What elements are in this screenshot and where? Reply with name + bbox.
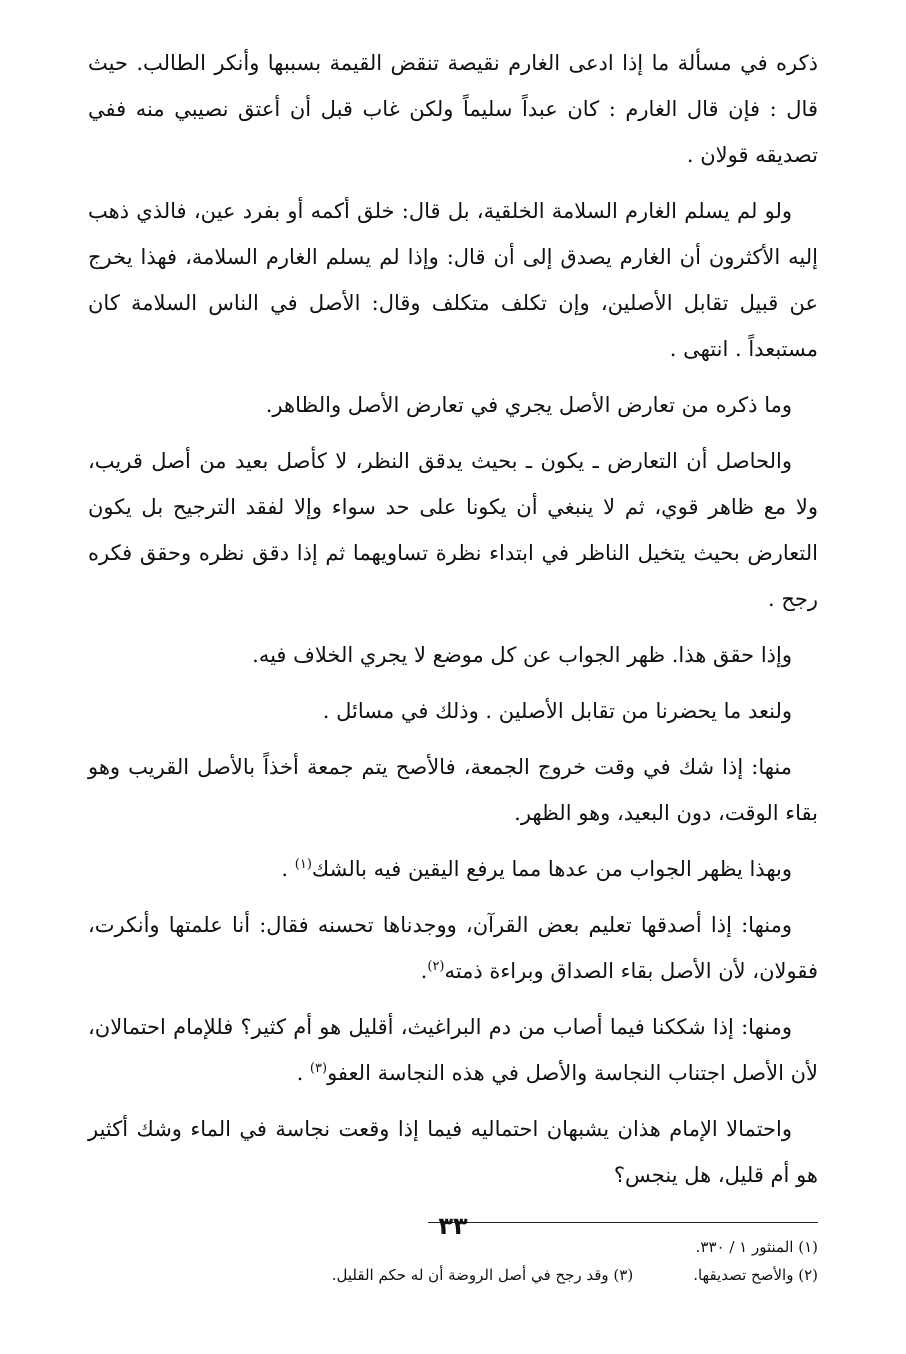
footnote-ref-2: (٢) <box>427 959 445 974</box>
paragraph-4: والحاصل أن التعارض ـ يكون ـ بحيث يدقق النظر، لا كأصل بعيد من أصل قريب، ولا مع ظاهر قوي، ثم لا ينبغي أن يكونا على حد سواء وإلا لفقد الترجيح بل يكون التعارض بحيث يتخيل الناظر في ابتداء نظرة تساويهما ثم إذا دقق نظره وحقق فكره رجح . <box>88 449 818 611</box>
paragraph-7: منها: إذا شك في وقت خروج الجمعة، فالأصح يتم جمعة أخذاً بالأصل القريب وهو بقاء الوقت، دون البعيد، وهو الظهر. <box>88 755 818 825</box>
footnote-ref-3: (٣) <box>309 1061 328 1076</box>
paragraph-2: ولو لم يسلم الغارم السلامة الخلقية، بل قال: خلق أكمه أو بفرد عين، فالذي ذهب إليه الأكثرون أن الغارم يصدق إلى أن قال: وإذا لم يسلم الغارم السلامة، فهذا يخرج عن قبيل تقابل الأصلين، وإن تكلف متكلف وقال: الأصل في الناس السلامة كان مستبعداً . انتهى . <box>88 199 818 361</box>
paragraph-6: ولنعد ما يحضرنا من تقابل الأصلين . وذلك في مسائل . <box>322 699 792 723</box>
footnote-ref-1: (١) <box>294 857 312 872</box>
paragraph-11: واحتمالا الإمام هذان يشبهان احتماليه فيما إذا وقعت نجاسة في الماء وشك أكثير هو أم قليل، هل ينجس؟ <box>88 1117 818 1187</box>
paragraph-1: ذكره في مسألة ما إذا ادعى الغارم نقيصة تنقض القيمة بسببها وأنكر الطالب. حيث قال : فإن قال الغارم : كان عبداً سليماً ولكن غاب قبل أن أعتق نصيبي منه ففي تصديقه قولان . <box>88 51 818 167</box>
paragraph-5: وإذا حقق هذا. ظهر الجواب عن كل موضع لا يجري الخلاف فيه. <box>252 643 792 667</box>
book-page <box>88 40 818 1289</box>
footnotes <box>88 1233 818 1289</box>
footnote-row-2 <box>88 1261 818 1289</box>
main-text <box>88 40 818 1198</box>
paragraph-8: وبهذا يظهر الجواب من عدها مما يرفع اليقين فيه بالشك$^{(١)}$ . <box>281 857 792 881</box>
paragraph-9: ومنها: إذا أصدقها تعليم بعض القرآن، ووجدناها تحسنه فقال: أنا علمتها وأنكرت، فقولان، لأن الأصل بقاء الصداق وبراءة ذمته$^{(٢)}$. <box>88 913 818 983</box>
footnote-1: (١) المنثور ١ / ٣٣٠. <box>695 1238 818 1256</box>
footnote-2: (٢) والأصح تصديقها. <box>693 1266 818 1284</box>
paragraph-10: ومنها: إذا شككنا فيما أصاب من دم البراغيث، أقليل هو أم كثير؟ فللإمام احتمالان، لأن الأصل اجتناب النجاسة والأصل في هذه النجاسة العفو$^{(٣)}$ . <box>88 1015 818 1085</box>
paragraph-3: وما ذكره من تعارض الأصل يجري في تعارض الأصل والظاهر. <box>265 393 792 417</box>
footnote-3: (٣) وقد رجح في أصل الروضة أن له حكم القليل. <box>331 1266 634 1284</box>
page-number: ٣٣ <box>438 1212 468 1240</box>
